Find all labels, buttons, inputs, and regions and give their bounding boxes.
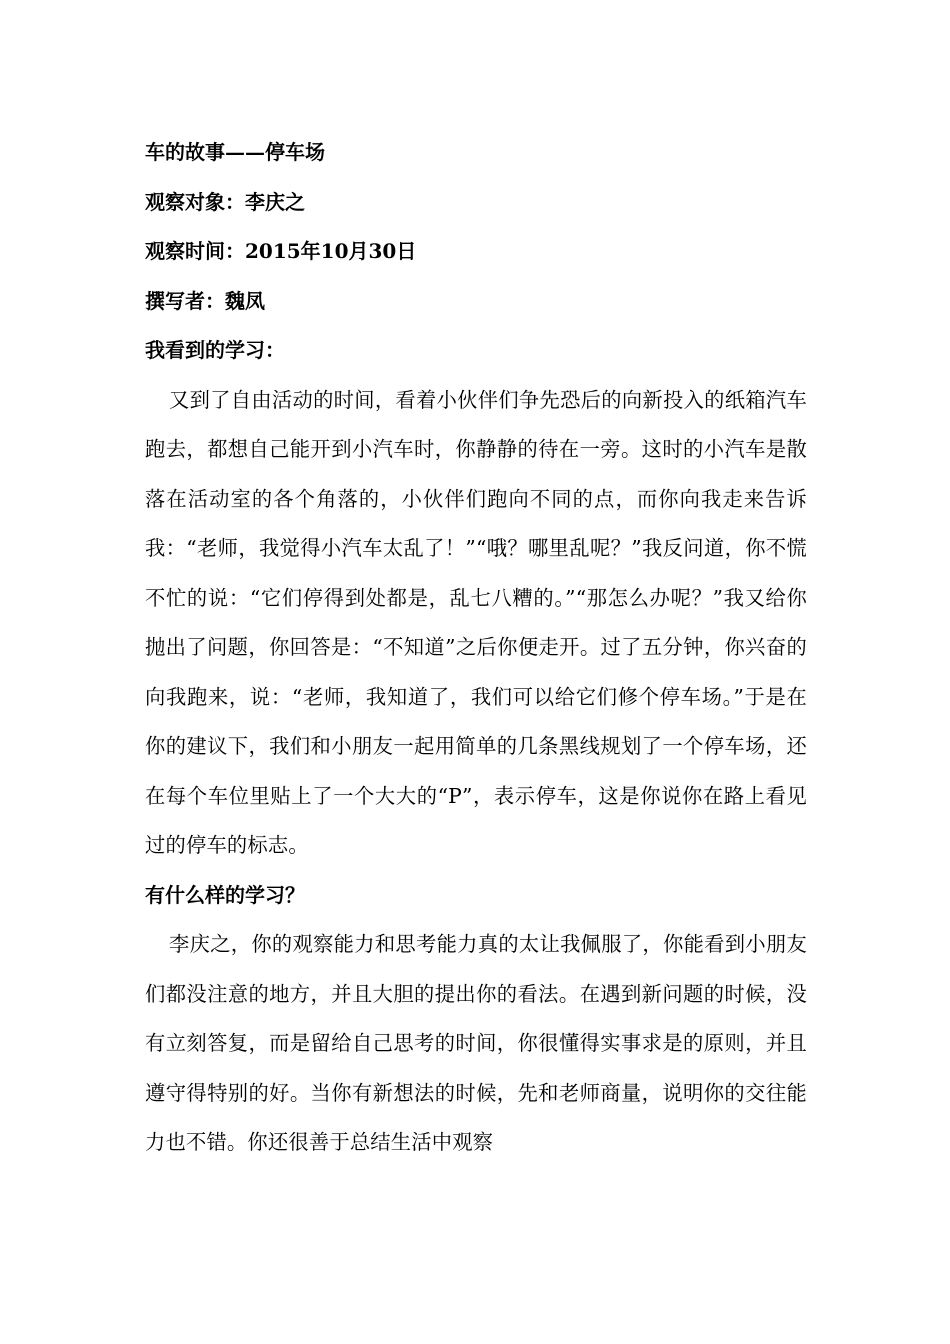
section-heading-what-i-saw: 我看到的学习： bbox=[145, 338, 285, 362]
section-body-what-learning: 李庆之，你的观察能力和思考能力真的太让我佩服了，你能看到小朋友们都没注意的地方，并且大胆的提出你的看法。在遇到新问题的时候，没有立刻答复，而是留给自己思考的时间，你很懂得实事求是的原则，并且遵守得特别的好。当你有新想法的时候，先和老师商量，说明你的交往能力也不错。你还很善于总结生活中观察 bbox=[145, 932, 807, 1154]
section-body-what-i-saw: 又到了自由活动的时间，看着小伙伴们争先恐后的向新投入的纸箱汽车跑去，都想自己能开到小汽车时，你静静的待在一旁。这时的小汽车是散落在活动室的各个角落的，小伙伴们跑向不同的点，而你向我走来告诉我：“老师，我觉得小汽车太乱了！”“哦？哪里乱呢？”我反问道，你不慌不忙的说：“它们停得到处都是，乱七八糟的。”“那怎么办呢？”我又给你抛出了问题，你回答是：“不知道”之后你便走开。过了五分钟，你兴奋的向我跑来，说：“老师，我知道了，我们可以给它们修个停车场。”于是在你的建议下，我们和小朋友一起用简单的几条黑线规划了一个停车场，还在每个车位里贴上了一个大大的“P”，表示停车，这是你说你在路上看见过的停车的标志。 bbox=[145, 387, 807, 857]
document-page bbox=[145, 128, 807, 1168]
document-title: 车的故事——停车场 bbox=[145, 140, 325, 164]
observation-time: 观察时间：2015年10月30日 bbox=[145, 239, 417, 263]
observation-subject: 观察对象：李庆之 bbox=[145, 189, 305, 214]
section-heading-what-learning: 有什么样的学习？ bbox=[145, 882, 305, 907]
author-line: 撰写者：魏凤 bbox=[145, 288, 265, 313]
